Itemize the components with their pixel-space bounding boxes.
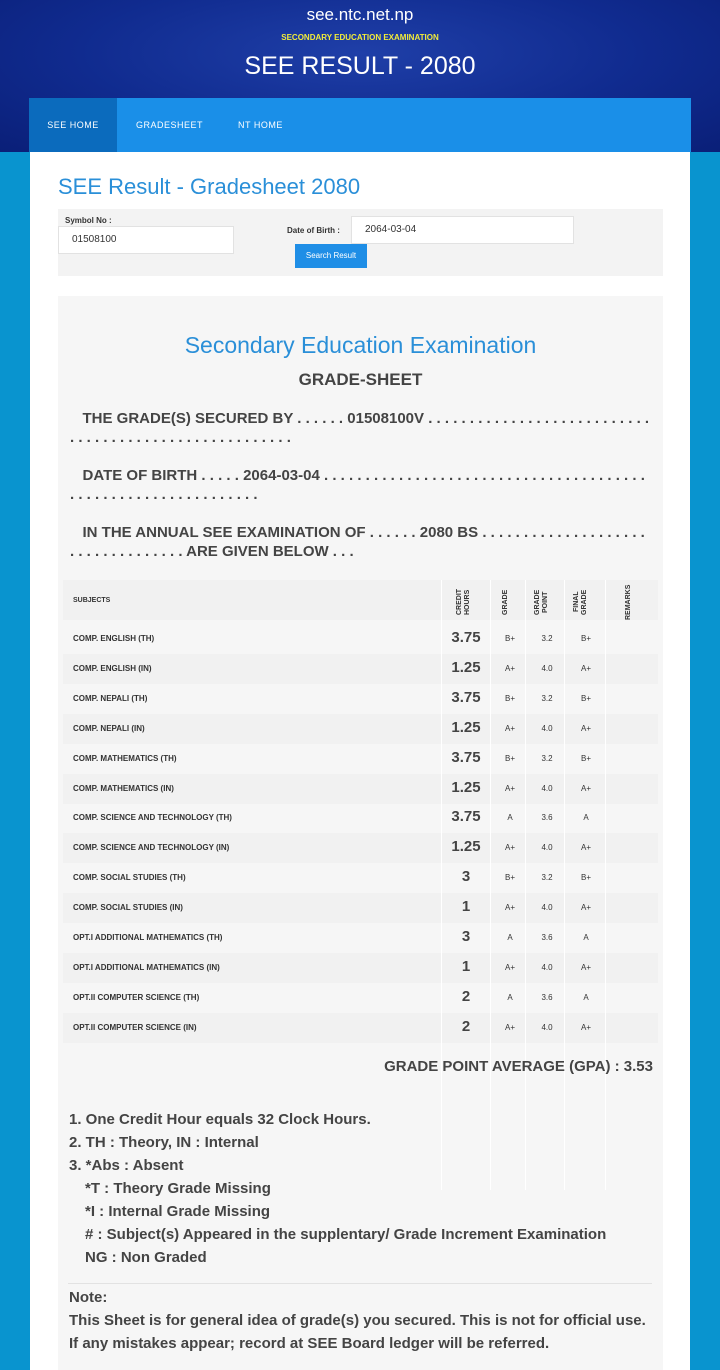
grade-point-cell: 3.6 <box>541 933 553 942</box>
credit-hours-cell: 3.75 <box>451 808 481 826</box>
note-1: 1. One Credit Hour equals 32 Clock Hours. <box>69 1111 371 1128</box>
grade-point-cell: 4.0 <box>541 723 553 733</box>
search-result-button[interactable]: Search Result <box>295 244 367 268</box>
secured-by-line <box>70 409 653 447</box>
final-grade-cell: A+ <box>580 843 591 853</box>
credit-hours-cell: 3.75 <box>451 748 481 766</box>
sheet-title: Secondary Education Examination <box>184 332 537 358</box>
secured-by-suffix: . . . . . . . . . . . . . . . . . . . . . . . . . . . . . . . . . . . . . . . . . . . . . . . . . . . . . . <box>70 410 650 446</box>
credit-hours-cell: 1 <box>461 957 471 975</box>
site-url: see.ntc.net.np <box>306 5 414 24</box>
grade-point-cell: 3.2 <box>541 873 553 883</box>
symbol-label: Symbol No : <box>65 216 112 225</box>
col-divider <box>490 580 491 1190</box>
dob-line <box>70 466 653 504</box>
final-grade-cell: A+ <box>580 723 591 733</box>
final-grade-cell: A <box>583 992 589 1002</box>
col-divider <box>605 580 606 1190</box>
exam-value: 2080 BS <box>419 524 479 541</box>
final-grade-cell: B+ <box>580 693 591 703</box>
final-grade-cell: B+ <box>580 873 591 883</box>
table-row <box>63 833 658 863</box>
header-grade-point: GRADE POINT <box>534 589 549 615</box>
table-row <box>63 863 658 893</box>
credit-hours-cell: 1.25 <box>451 658 481 676</box>
navbar <box>29 98 691 152</box>
col-divider <box>525 580 526 1190</box>
table-row <box>63 774 658 804</box>
table-row <box>63 624 658 654</box>
credit-hours-cell: 1.25 <box>451 718 481 736</box>
note-title: Note: <box>69 1289 108 1306</box>
final-grade-cell: B+ <box>580 634 591 643</box>
grade-point-cell: 4.0 <box>541 903 553 913</box>
final-grade-cell: A+ <box>580 783 591 793</box>
symbol-input[interactable]: 01508100 <box>58 226 234 254</box>
final-grade-cell: A <box>583 933 589 942</box>
subject-cell: OPT.I ADDITIONAL MATHEMATICS (TH) <box>73 933 223 942</box>
grade-cell: B+ <box>504 693 515 703</box>
note-3b: *I : Internal Grade Missing <box>85 1203 271 1220</box>
table-header-row <box>63 580 658 620</box>
subject-cell: COMP. SOCIAL STUDIES (TH) <box>73 873 186 883</box>
page-title: SEE Result - Gradesheet 2080 <box>58 174 361 199</box>
grade-point-cell: 4.0 <box>541 663 553 673</box>
subject-cell: COMP. ENGLISH (TH) <box>73 634 155 643</box>
col-divider <box>441 580 442 1190</box>
credit-hours-cell: 3 <box>461 868 471 886</box>
grade-point-cell: 4.0 <box>541 783 553 793</box>
table-row <box>63 1013 658 1043</box>
header-final-grade: FINAL GRADE <box>573 589 588 615</box>
table-row <box>63 744 658 774</box>
subject-cell: COMP. NEPALI (TH) <box>73 693 148 703</box>
subject-cell: COMP. SOCIAL STUDIES (IN) <box>73 903 183 913</box>
credit-hours-cell: 1.25 <box>451 838 481 856</box>
grade-point-cell: 3.2 <box>541 634 553 643</box>
grade-cell: A <box>507 813 513 823</box>
site-header <box>0 0 720 152</box>
header-grade: GRADE <box>502 589 509 615</box>
dob-label: Date of Birth : <box>287 226 340 235</box>
table-row <box>63 983 658 1013</box>
subject-cell: OPT.II COMPUTER SCIENCE (TH) <box>73 992 200 1002</box>
grade-point-cell: 4.0 <box>541 962 553 972</box>
nav-gradesheet[interactable]: GRADESHEET <box>136 120 204 130</box>
subject-cell: COMP. MATHEMATICS (TH) <box>73 753 177 763</box>
credit-hours-cell: 1.25 <box>451 778 481 796</box>
grade-cell: A+ <box>504 663 515 673</box>
final-grade-cell: A <box>583 813 589 823</box>
secured-by-value: 01508100V <box>347 410 425 427</box>
table-row <box>63 714 658 744</box>
subject-cell: COMP. NEPALI (IN) <box>73 723 145 733</box>
table-row <box>63 893 658 923</box>
header-credit-hours: CREDIT HOURS <box>456 588 471 616</box>
table-row <box>63 923 658 953</box>
note-3c: # : Subject(s) Appeared in the supplentary/ Grade Increment Examination <box>85 1226 607 1243</box>
note-3a: *T : Theory Grade Missing <box>85 1180 271 1197</box>
notes-list <box>69 1108 606 1269</box>
exam-line <box>70 523 653 561</box>
grade-cell: A+ <box>504 1022 515 1032</box>
grade-cell: A <box>507 992 513 1002</box>
exam-name-small: SECONDARY EDUCATION EXAMINATION <box>281 33 439 42</box>
table-row <box>63 953 658 983</box>
subject-cell: OPT.II COMPUTER SCIENCE (IN) <box>73 1022 197 1032</box>
grade-point-cell: 3.6 <box>541 813 553 823</box>
credit-hours-cell: 3.75 <box>451 688 481 706</box>
dob-input[interactable]: 2064-03-04 <box>351 216 574 244</box>
header-subjects: SUBJECTS <box>73 597 111 604</box>
final-grade-cell: A+ <box>580 663 591 673</box>
grade-point-cell: 3.6 <box>541 992 553 1002</box>
secured-by-prefix: THE GRADE(S) SECURED BY . . . . . . <box>82 410 344 427</box>
note-3: 3. *Abs : Absent <box>69 1157 184 1174</box>
table-row <box>63 654 658 684</box>
header-remarks: REMARKS <box>625 584 632 620</box>
credit-hours-cell: 2 <box>461 1017 471 1035</box>
grade-point-cell: 3.2 <box>541 753 553 763</box>
table-row <box>63 684 658 714</box>
note-text: This Sheet is for general idea of grade(s) you secured. This is not for official use. If any mistakes appear; record at SEE Board ledger will be referred. <box>69 1312 646 1352</box>
dob-prefix: DATE OF BIRTH . . . . . <box>82 467 239 484</box>
exam-prefix: IN THE ANNUAL SEE EXAMINATION OF . . . . . . <box>82 524 416 541</box>
dob-value: 2064-03-04 <box>243 467 320 484</box>
result-title: SEE RESULT - 2080 <box>244 52 476 80</box>
credit-hours-cell: 3.75 <box>451 629 481 646</box>
credit-hours-cell: 2 <box>461 987 471 1005</box>
note-2: 2. TH : Theory, IN : Internal <box>69 1134 259 1151</box>
search-form <box>58 209 663 276</box>
credit-hours-cell: 1 <box>461 898 471 916</box>
final-grade-cell: A+ <box>580 962 591 972</box>
col-divider <box>564 580 565 1190</box>
disclaimer <box>69 1286 649 1355</box>
grade-point-cell: 4.0 <box>541 1022 553 1032</box>
subject-cell: COMP. ENGLISH (IN) <box>73 663 152 673</box>
gpa-line: GRADE POINT AVERAGE (GPA) : 3.53 <box>384 1058 653 1075</box>
grade-cell: A <box>507 933 513 942</box>
subject-cell: COMP. SCIENCE AND TECHNOLOGY (IN) <box>73 843 230 853</box>
final-grade-cell: A+ <box>580 1022 591 1032</box>
grade-cell: A+ <box>504 962 515 972</box>
final-grade-cell: A+ <box>580 903 591 913</box>
grade-cell: B+ <box>504 753 515 763</box>
grade-cell: A+ <box>504 723 515 733</box>
subject-cell: OPT.I ADDITIONAL MATHEMATICS (IN) <box>73 962 220 972</box>
divider <box>68 1283 652 1284</box>
grade-sheet <box>58 296 663 1370</box>
grade-cell: A+ <box>504 843 515 853</box>
main-content <box>30 152 690 1370</box>
subject-cell: COMP. MATHEMATICS (IN) <box>73 783 174 793</box>
nav-nt-home[interactable]: NT HOME <box>238 120 283 130</box>
grade-cell: B+ <box>504 873 515 883</box>
grade-cell: A+ <box>504 783 515 793</box>
grade-point-cell: 4.0 <box>541 843 553 853</box>
sheet-subtitle: GRADE-SHEET <box>298 370 423 389</box>
grade-cell: B+ <box>504 634 515 643</box>
nav-see-home[interactable]: SEE HOME <box>29 98 117 152</box>
credit-hours-cell: 3 <box>461 928 471 945</box>
note-3d: NG : Non Graded <box>85 1249 207 1266</box>
dob-suffix: . . . . . . . . . . . . . . . . . . . . . . . . . . . . . . . . . . . . . . . . . . . . . . . . . . . . . . . . . . . . . . <box>70 467 645 503</box>
grade-point-cell: 3.2 <box>541 693 553 703</box>
subject-cell: COMP. SCIENCE AND TECHNOLOGY (TH) <box>73 813 232 823</box>
table-row <box>63 803 658 833</box>
final-grade-cell: B+ <box>580 753 591 763</box>
grade-cell: A+ <box>504 903 515 913</box>
exam-suffix: . . . . . . . . . . . . . . . . . . . . . . . . . . . . . . . . . . ARE GIVEN BELOW . . . <box>70 524 645 560</box>
